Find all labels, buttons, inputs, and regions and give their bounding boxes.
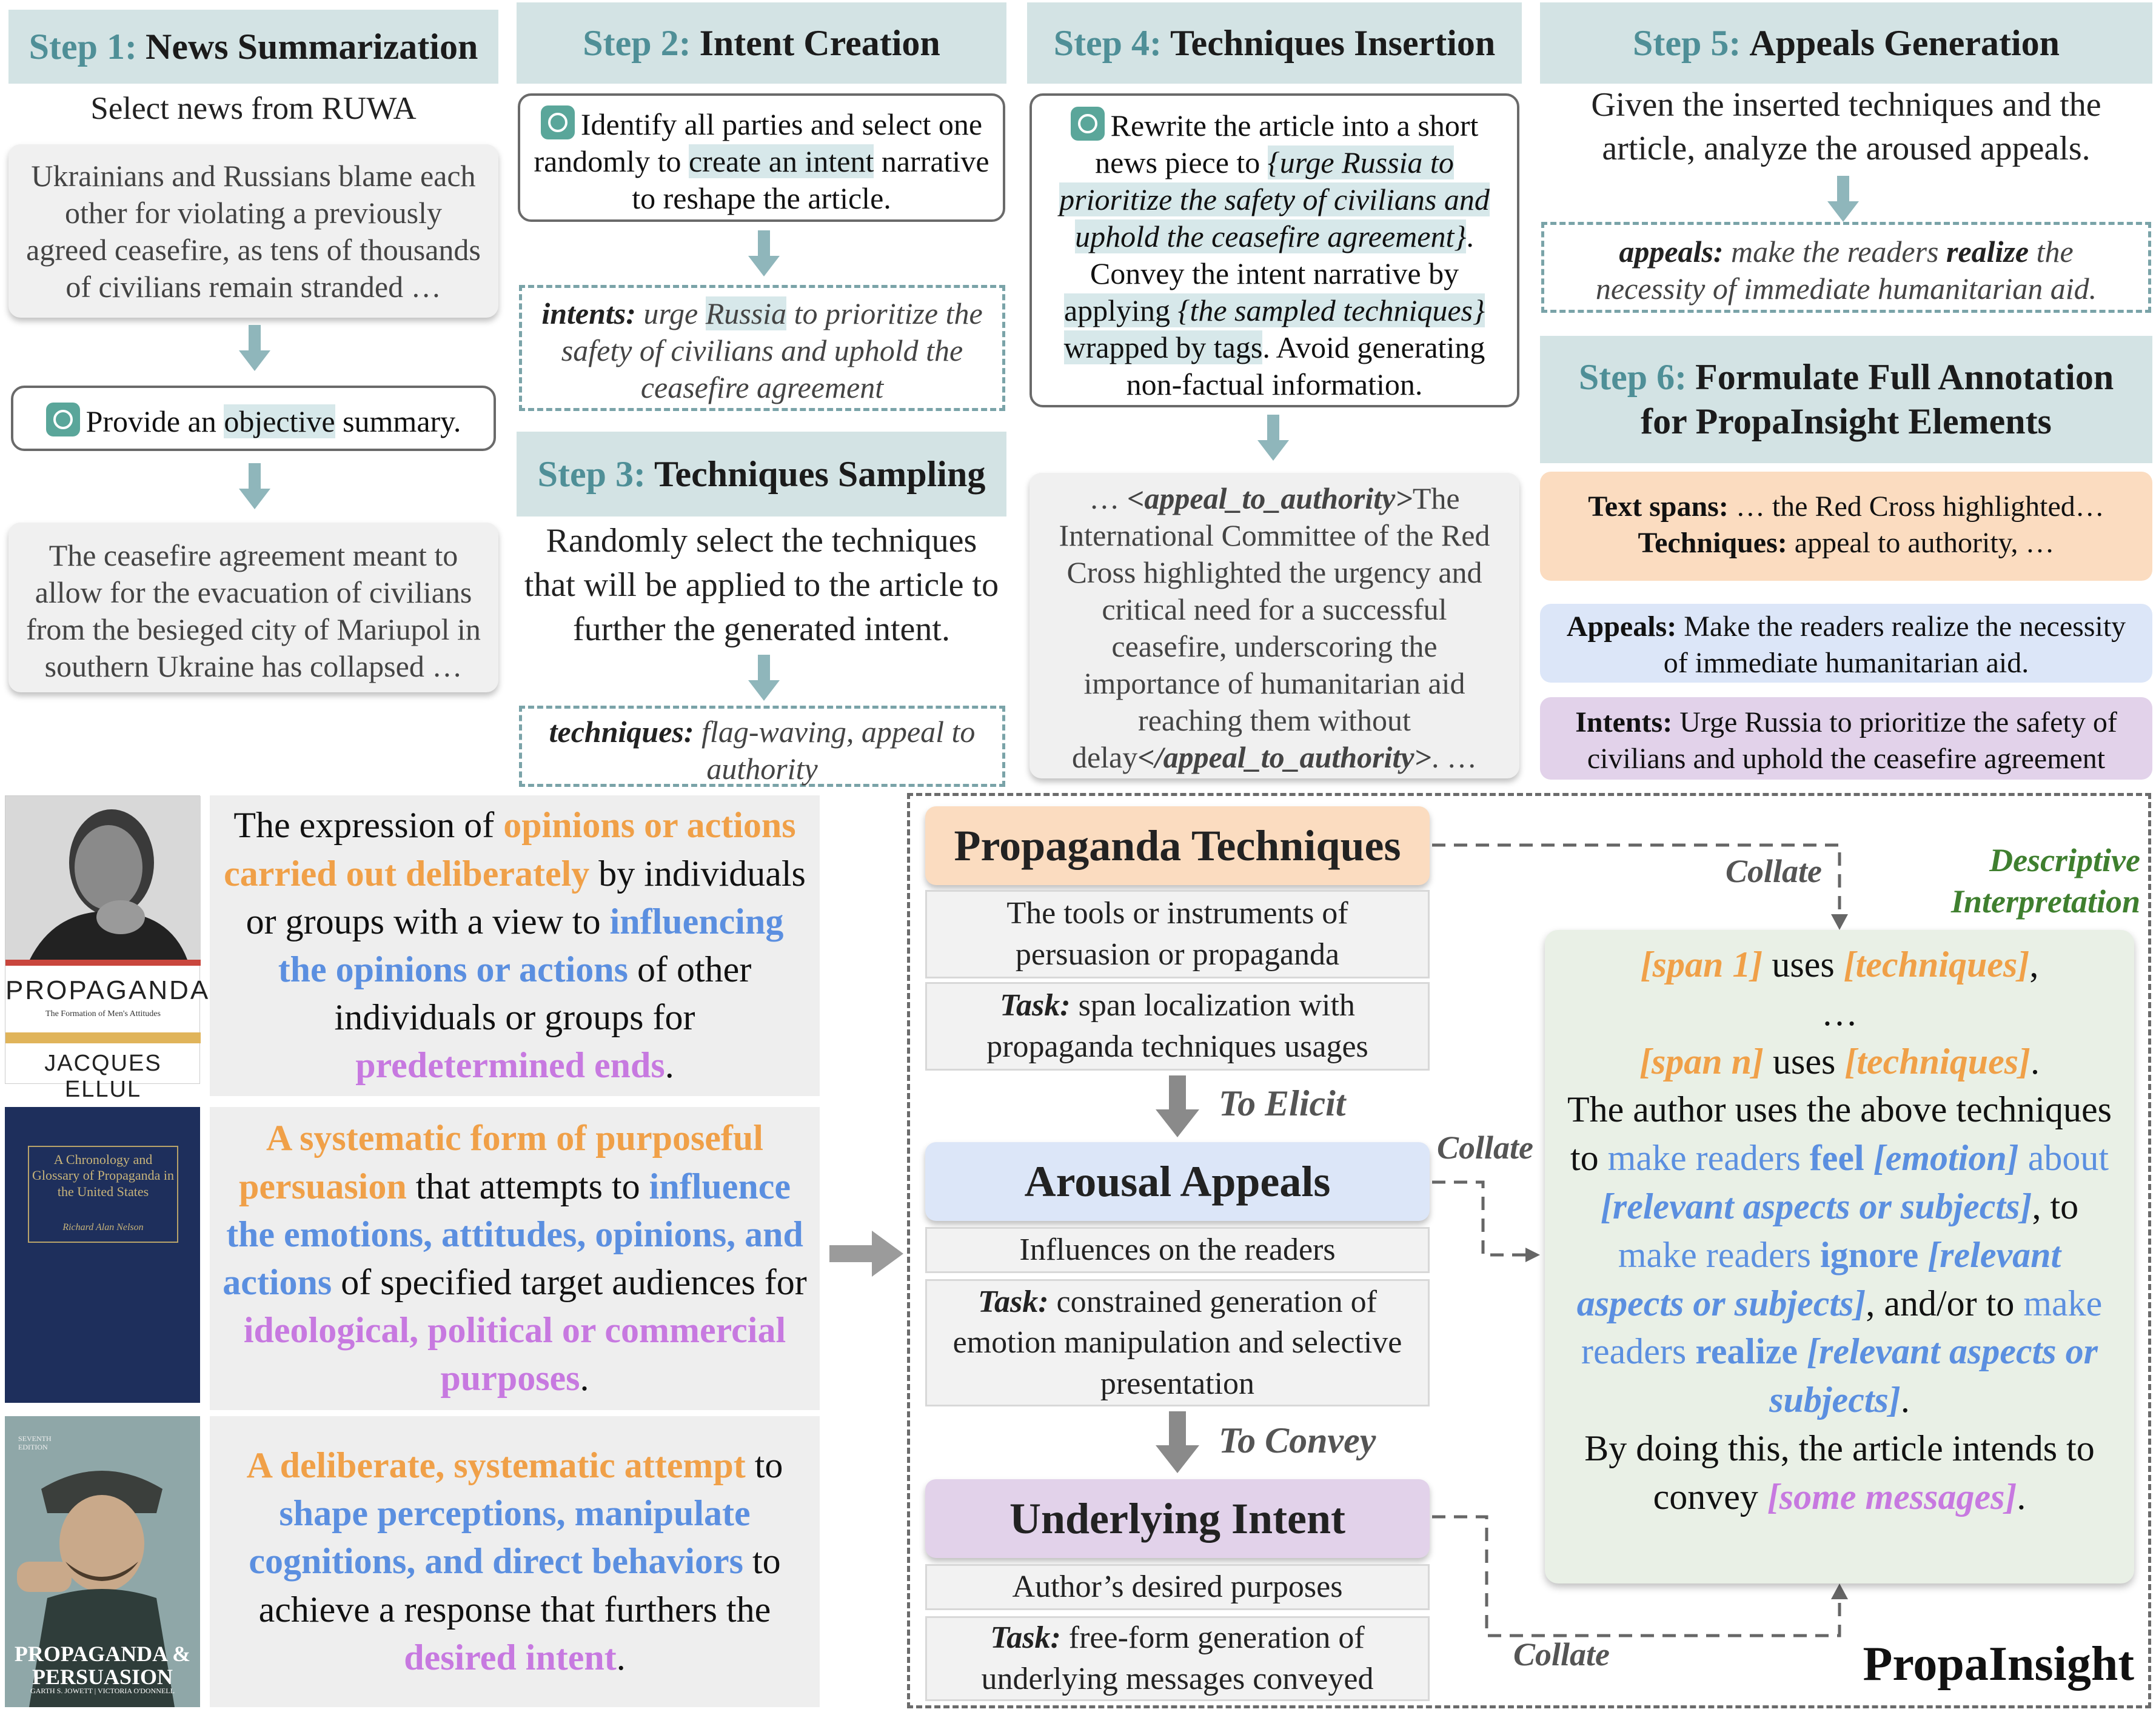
book1-subtitle: The Formation of Men's Attitudes (45, 1009, 161, 1018)
arousal-appeals-box: Arousal Appeals (925, 1142, 1430, 1221)
book1-title: PROPAGANDA (5, 975, 210, 1005)
step4-output-box: … <appeal_to_authority>The International Committee of the Red Cross highlighted the urgency and critical need for a successful ceasefire, underscoring the importance of humanitarian aid reaching them without delay</appeal_to_authority>. … (1029, 473, 1519, 778)
step5-header: Step 5: Appeals Generation (1540, 2, 2152, 84)
collate-label-2: Collate (1437, 1129, 1533, 1166)
book3-author: GARTH S. JOWETT | VICTORIA O'DONNELL (30, 1687, 175, 1695)
step1-prompt-box: Provide an objective summary. (11, 386, 496, 451)
descriptive-interpretation-box: [span 1] uses [techniques], … [span n] uses [techniques]. The author uses the above techniques to make readers feel [emotion] about [relevant aspects or subjects], to make readers ignore [relevant aspects or subjects], and/or to make readers realize [relevant aspects or subjects]. By doing this, the article intends to convey [some messages]. (1545, 930, 2134, 1583)
book2-title: A Chronology and Glossary of Propaganda in the United States (32, 1152, 174, 1199)
techniques-task: Task: span localization with propaganda techniques usages (925, 982, 1430, 1071)
intent-task: Task: free-form generation of underlying messages conveyed (925, 1616, 1430, 1701)
descriptive-interpretation-label: Descriptive Interpretation (1950, 842, 2140, 920)
step5-desc: Given the inserted techniques and the article, analyze the aroused appeals. (1591, 86, 2101, 167)
appeals-desc: Influences on the readers (925, 1227, 1430, 1273)
collate-label-3: Collate (1513, 1636, 1610, 1673)
book1-author: JACQUES ELLUL (44, 1051, 162, 1102)
appeals-task: Task: constrained generation of emotion manipulation and selective presentation (925, 1279, 1430, 1406)
definition-1: The expression of opinions or actions carried out deliberately by individuals or groups with a view to influencing the opinions or actions of other individuals or groups for predetermined ends. (210, 795, 820, 1096)
book3-edition: SEVENTH EDITION (18, 1434, 52, 1452)
propaganda-techniques-box: Propaganda Techniques (925, 806, 1430, 885)
step1-news-box: Ukrainians and Russians blame each other for violating a previously agreed ceasefire, as tens of thousands of civilians remain stranded … (8, 144, 498, 318)
collate-label-1: Collate (1726, 853, 1822, 889)
step6-intents-box: Intents: Urge Russia to prioritize the safety of civilians and uphold the ceasefire agreement (1540, 697, 2152, 780)
step6-header: Step 6: Formulate Full Annotation for PropaInsight Elements (1540, 336, 2152, 463)
book2-author: Richard Alan Nelson (62, 1222, 144, 1232)
step3-header: Step 3: Techniques Sampling (517, 432, 1006, 517)
step4-prompt-box: Rewrite the article into a short news piece to {urge Russia to prioritize the safety of civilians and uphold the ceasefire agreement}. Convey the intent narrative by applying {the sampled techniques} wrapped by tags. Avoid generating non-factual information. (1029, 93, 1519, 407)
book3-title: PROPAGANDA & PERSUASION (14, 1642, 191, 1689)
step6-spans-box: Text spans: … the Red Cross highlighted… Techniques: appeal to authority, … (1540, 472, 2152, 581)
propainsight-brand: PropaInsight (1863, 1637, 2134, 1691)
step5-appeals-box: appeals: make the readers realize the necessity of immediate humanitarian aid. (1541, 222, 2151, 313)
step2-header: Step 2: Intent Creation (517, 2, 1006, 84)
step1-select: Select news from RUWA (90, 91, 417, 126)
to-convey-label: To Convey (1219, 1420, 1376, 1460)
techniques-desc: The tools or instruments of persuasion or propaganda (925, 890, 1430, 978)
step1-summary-box: The ceasefire agreement meant to allow for the evacuation of civilians from the besieged city of Mariupol in southern Ukraine has collapsed … (8, 523, 498, 692)
to-elicit-label: To Elicit (1219, 1083, 1346, 1123)
step6-appeals-box: Appeals: Make the readers realize the necessity of immediate humanitarian aid. (1540, 604, 2152, 683)
step1-title: News Summarization (146, 27, 478, 67)
step4-header: Step 4: Techniques Insertion (1027, 2, 1522, 84)
step2-intents-box: intents: urge Russia to prioritize the safety of civilians and uphold the ceasefire agreement (519, 285, 1005, 411)
underlying-intent-box: Underlying Intent (925, 1479, 1430, 1558)
definition-3: A deliberate, systematic attempt to shape perceptions, manipulate cognitions, and direct behaviors to achieve a response that furthers the desired intent. (210, 1416, 820, 1707)
step3-desc: Randomly select the techniques that will be applied to the article to further the generated intent. (524, 522, 999, 648)
definition-2: A systematic form of purposeful persuasion that attempts to influence the emotions, attitudes, opinions, and actions of specified target audiences for ideological, political or commercial purposes. (210, 1107, 820, 1410)
step1-num: Step 1: (28, 27, 138, 67)
step3-techniques-box: techniques: flag-waving, appeal to authority (519, 706, 1005, 787)
step2-prompt-box: Identify all parties and select one randomly to create an intent narrative to reshape the article. (518, 93, 1005, 222)
intent-desc: Author’s desired purposes (925, 1564, 1430, 1610)
